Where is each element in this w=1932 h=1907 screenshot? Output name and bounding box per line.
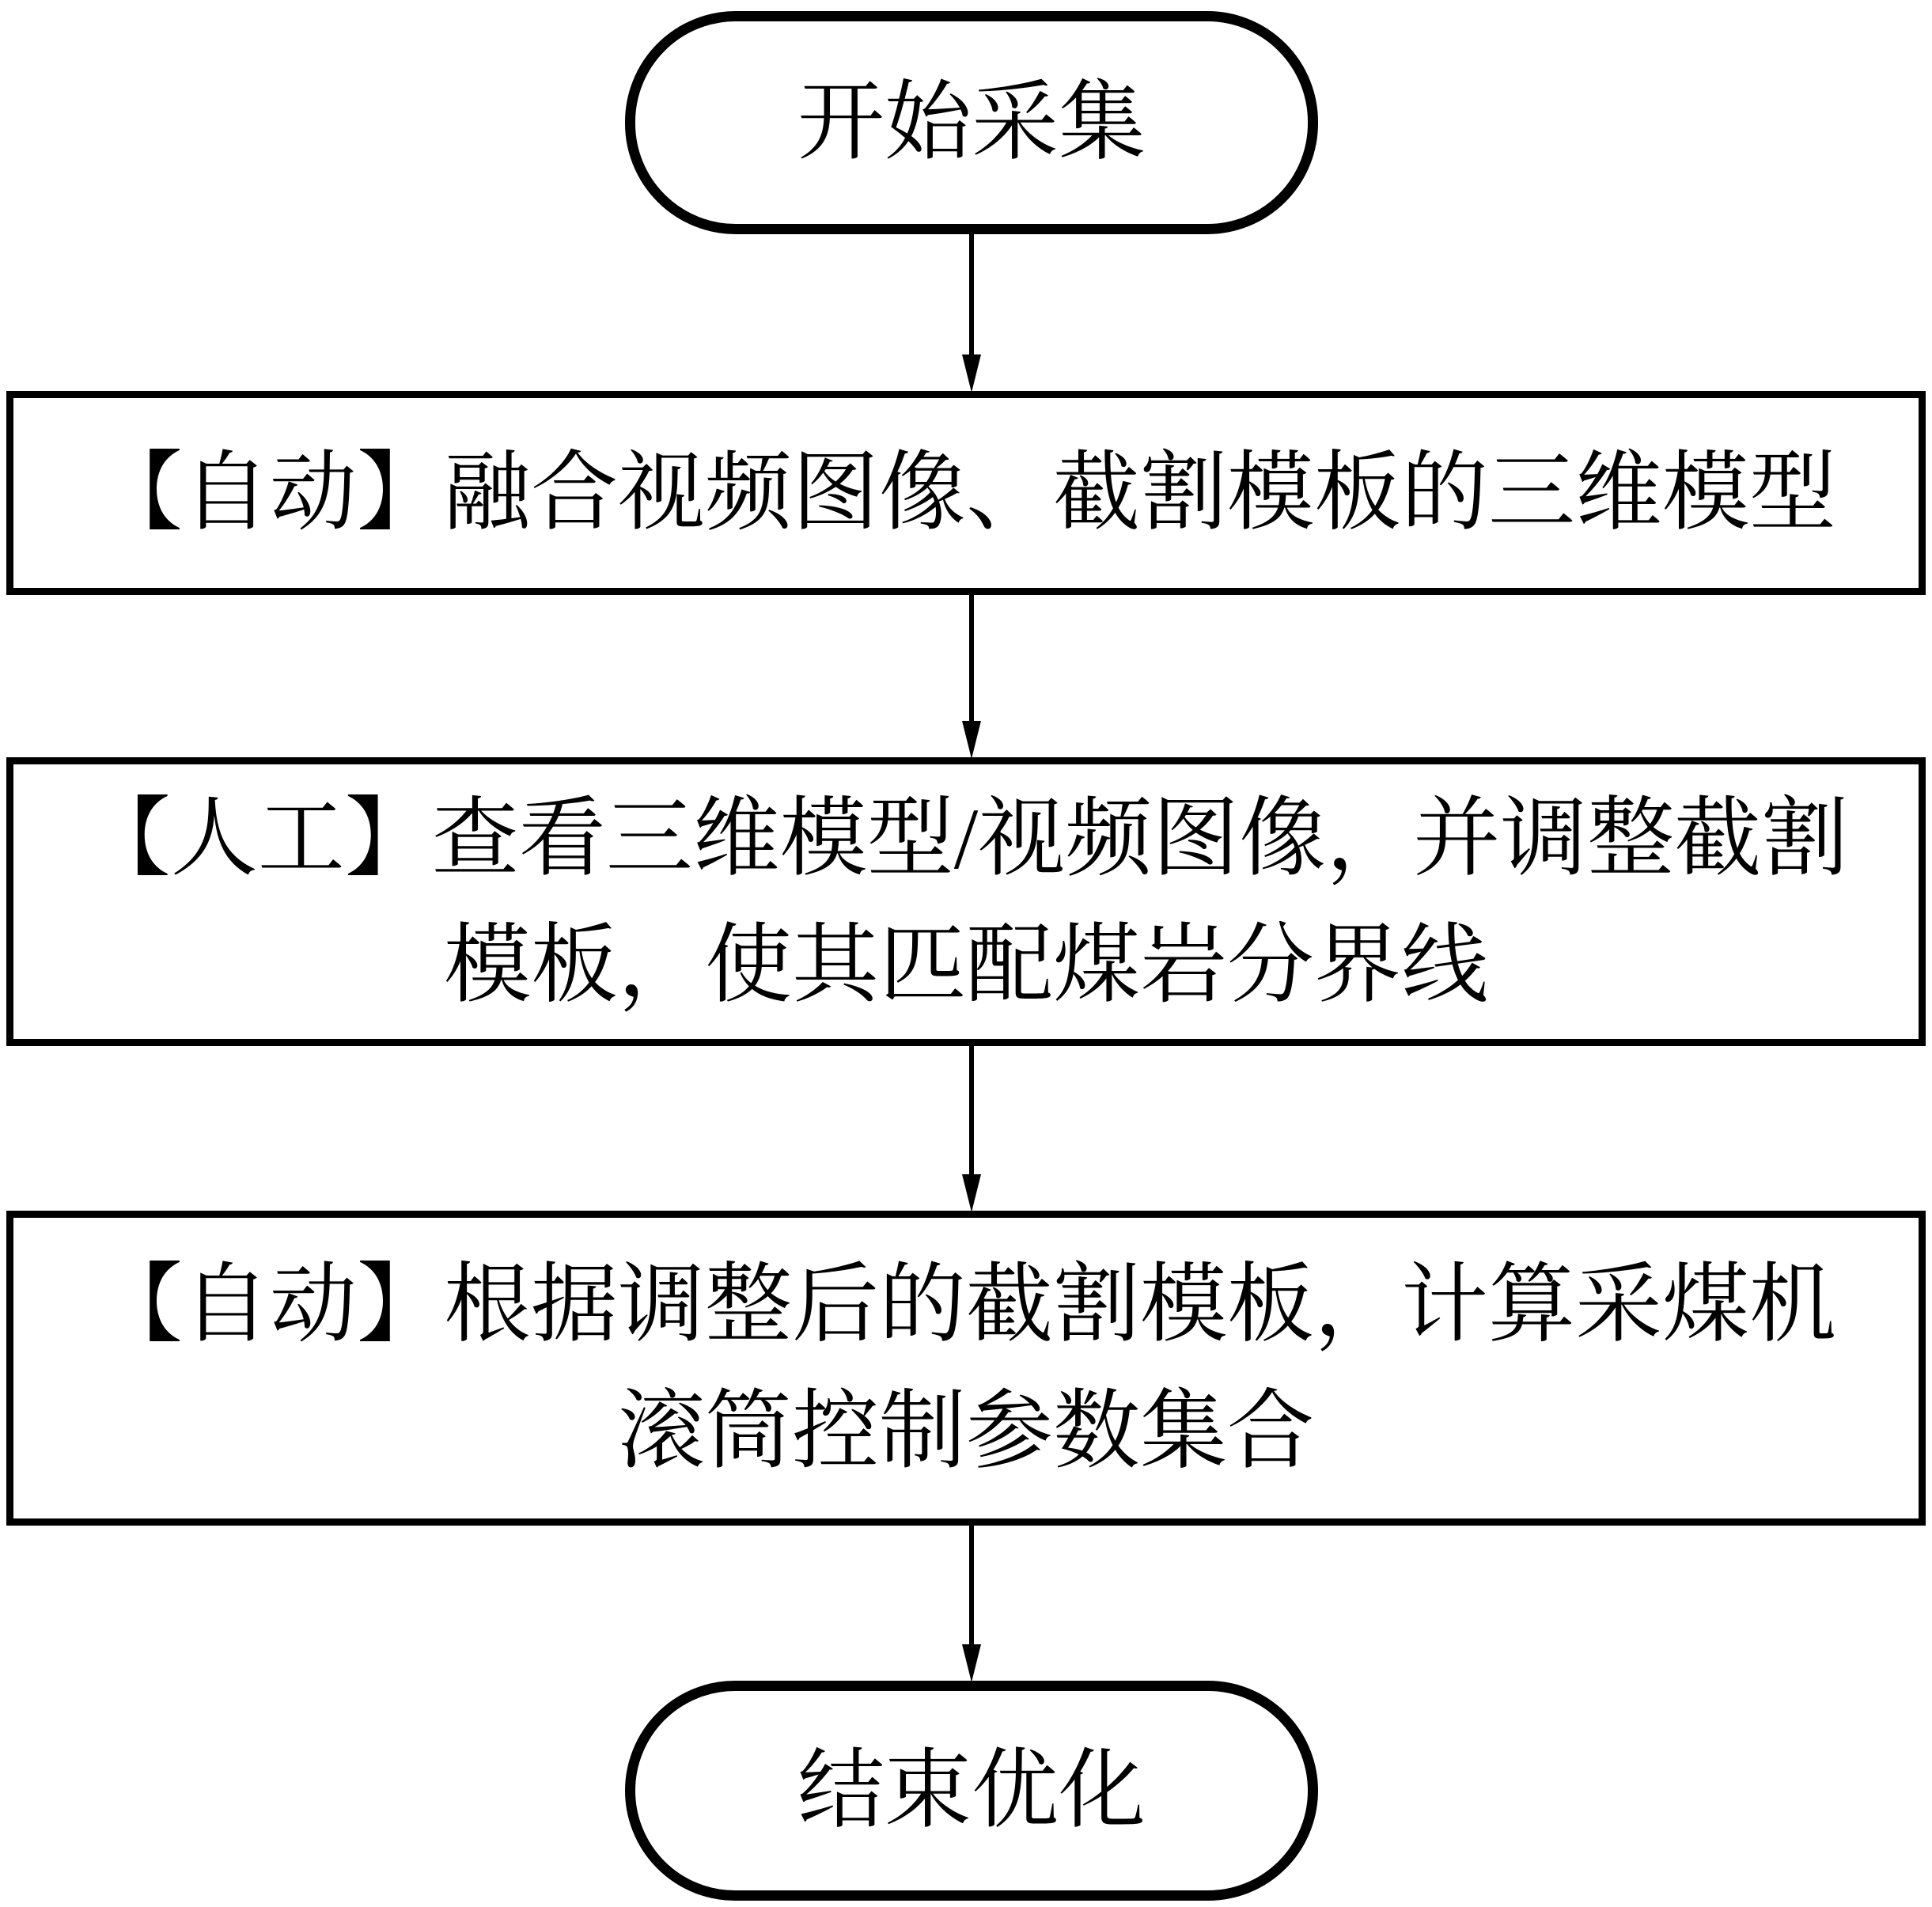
node-start-label: 开始采集	[797, 74, 1146, 171]
node-process-auto-compute-params-line2: 滚筒控制参数集合	[618, 1383, 1314, 1480]
node-process-auto-fuse-model-label: 【自动】融合视频图像、截割模板的三维模型	[96, 445, 1836, 541]
flow-arrow-down-2	[952, 593, 991, 759]
node-end-terminator	[625, 1681, 1318, 1901]
node-process-manual-adjust-template	[6, 757, 1926, 1046]
node-process-auto-fuse-model	[6, 391, 1926, 595]
node-process-auto-compute-params-line1: 【自动】根据调整后的截割模板，计算采煤机	[96, 1257, 1836, 1353]
node-process-manual-adjust-template-line1: 【人工】查看三维模型/视频图像，并调整截割	[83, 790, 1849, 887]
node-start-terminator	[625, 11, 1318, 234]
flow-arrow-down-4	[952, 1524, 991, 1682]
node-process-auto-compute-params	[6, 1211, 1926, 1526]
node-end-label: 结束优化	[797, 1742, 1146, 1839]
flow-arrow-down-3	[952, 1044, 991, 1212]
node-process-manual-adjust-template-line2: 模板，使其匹配煤岩分界线	[444, 916, 1488, 1014]
flow-arrow-down-1	[952, 234, 991, 392]
